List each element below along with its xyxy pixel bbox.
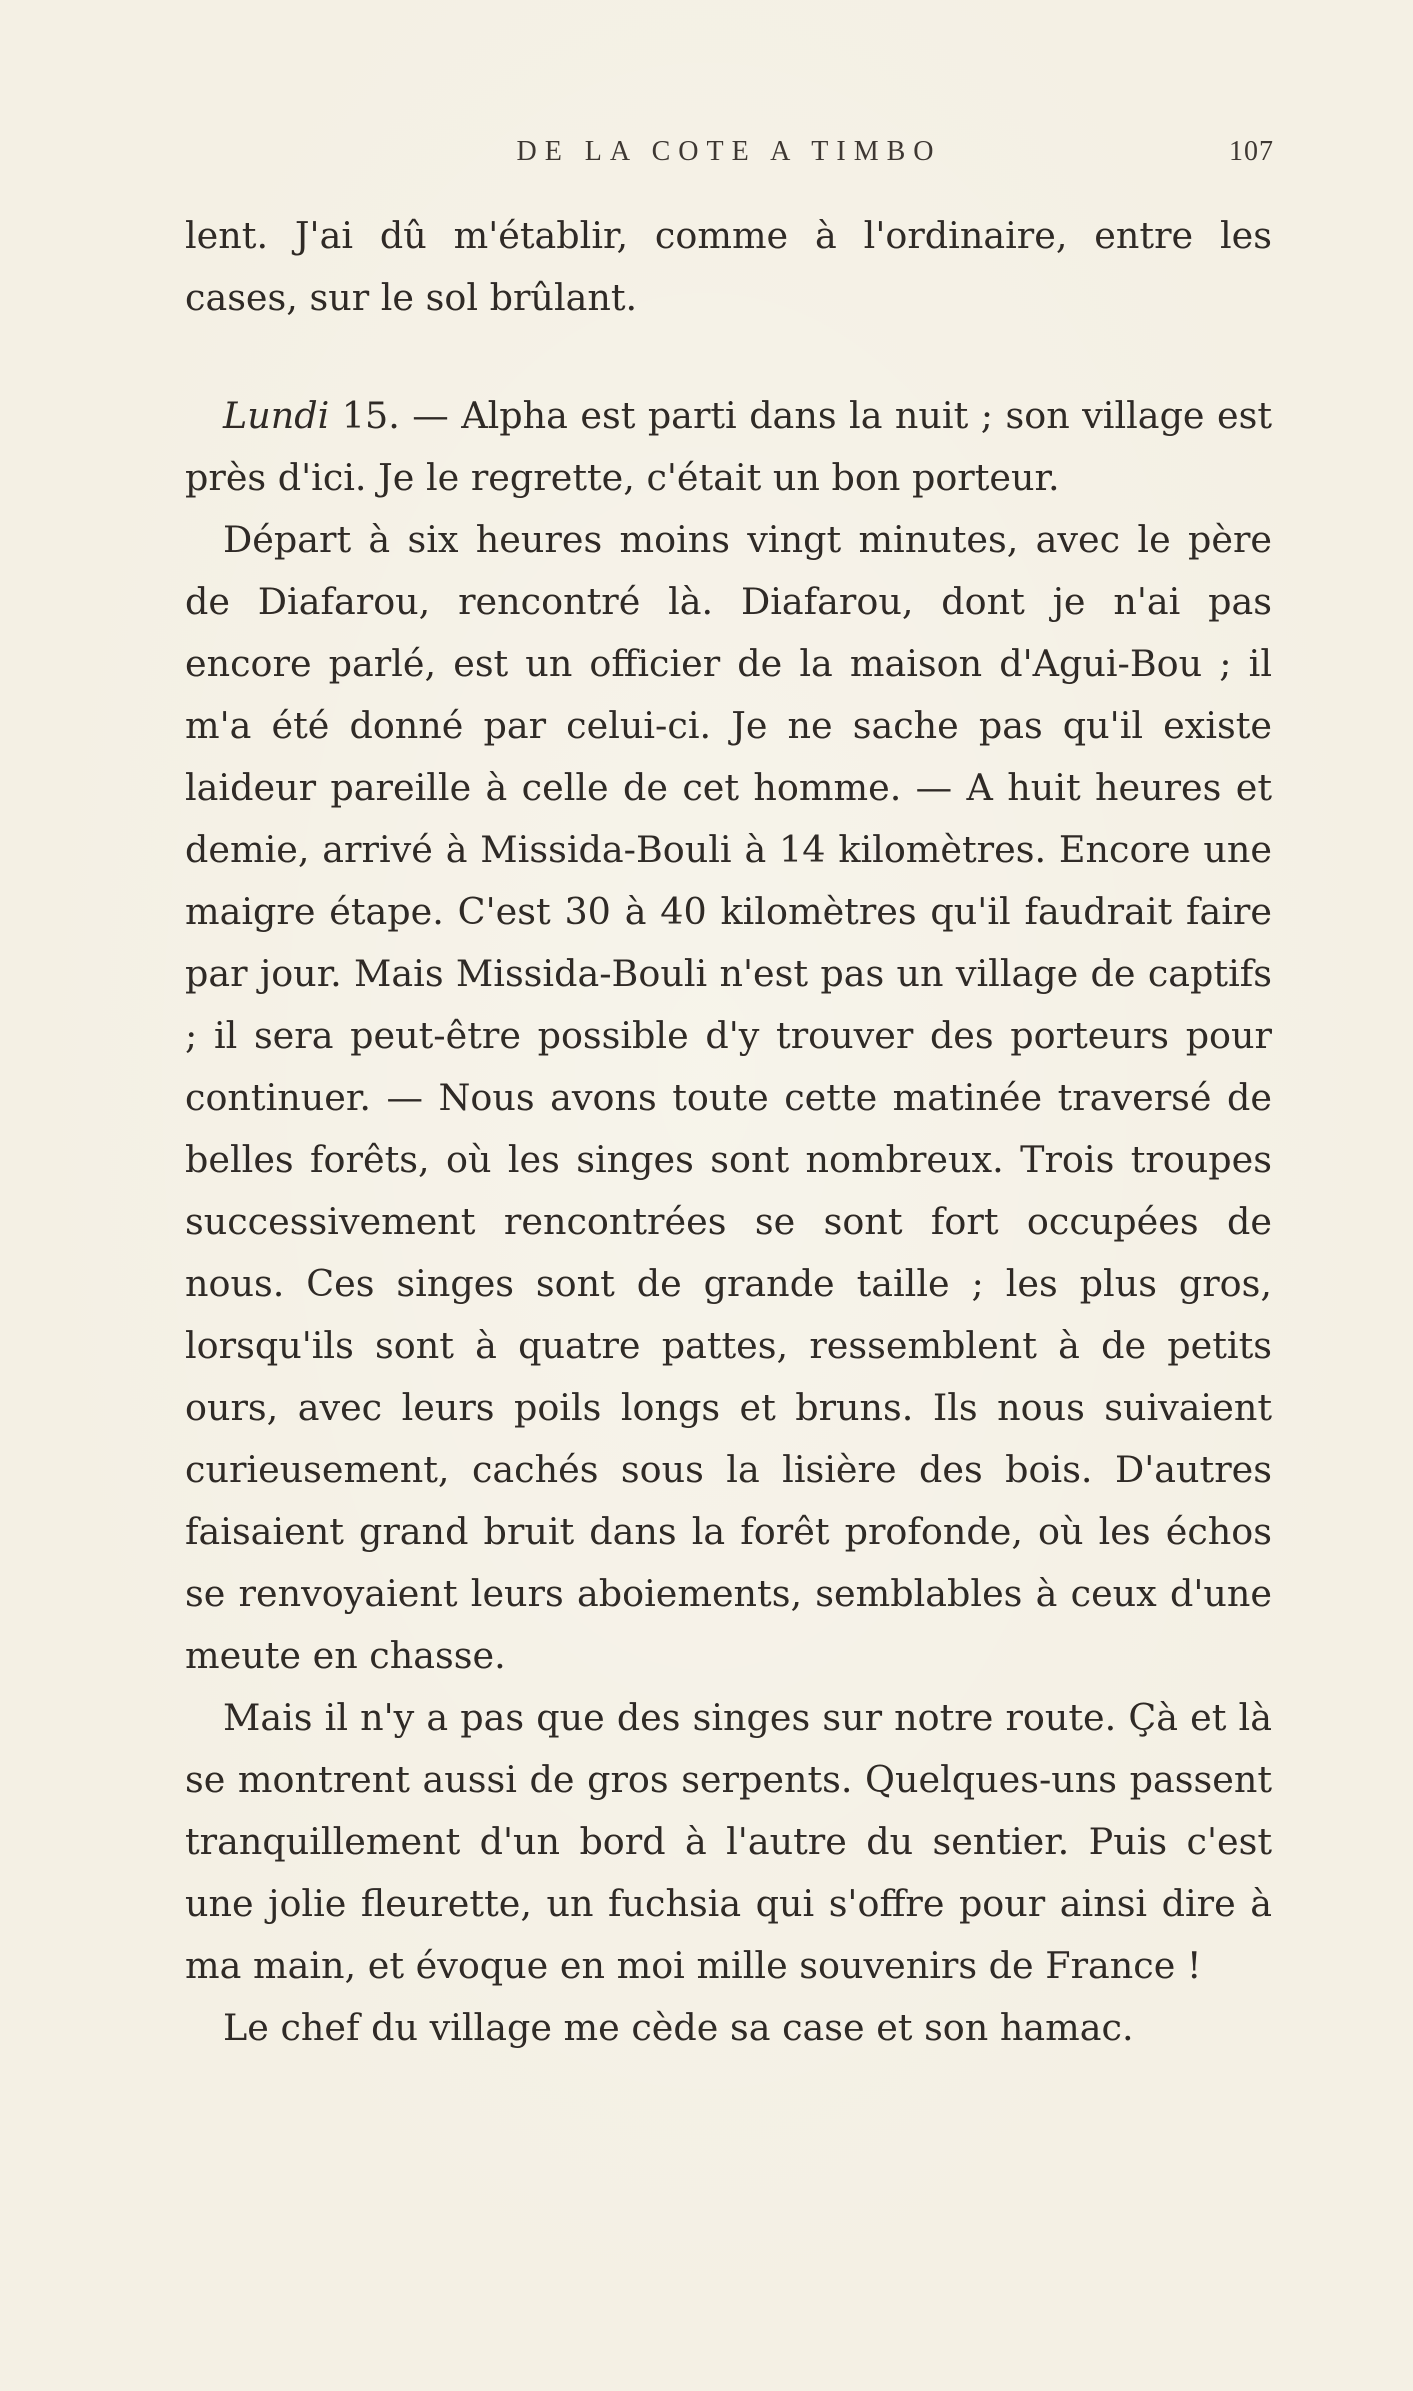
paragraph-monday-text: 15. — Alpha est parti dans la nuit ; son village est près d'ici. Je le regrette, c'était un bon porteur. (185, 394, 1272, 499)
paragraph-monday-entry (185, 385, 1272, 509)
day-label: Lundi (223, 394, 330, 437)
body-text (185, 205, 1272, 2059)
paragraph-continuation: lent. J'ai dû m'établir, comme à l'ordinaire, entre les cases, sur le sol brûlant. (185, 214, 1272, 319)
paragraph-village-chief: Le chef du village me cède sa case et son hamac. (223, 2006, 1134, 2049)
running-head (184, 136, 1274, 176)
paragraph-route: Mais il n'y a pas que des singes sur notre route. Çà et là se montrent aussi de gros serpents. Quelques-uns passent tranquillement d'un bord à l'autre du sentier. Puis c'est une jolie fleurette, un fuchsia qui s'offre pour ainsi dire à ma main, et évoque en moi mille souvenirs de France ! (185, 1696, 1272, 1987)
paragraph-departure: Départ à six heures moins vingt minutes, avec le père de Diafarou, rencontré là. Diafarou, dont je n'ai pas encore parlé, est un officier de la maison d'Agui-Bou ; il m'a été donné par celui-ci. Je ne sache pas qu'il existe laideur pareille à celle de cet homme. — A huit heures et demie, arrivé à Missida-Bouli à 14 kilomètres. Encore une maigre étape. C'est 30 à 40 kilomètres qu'il faudrait faire par jour. Mais Missida-Bouli n'est pas un village de captifs ; il sera peut-être possible d'y trouver des porteurs pour continuer. — Nous avons toute cette matinée traversé de belles forêts, où les singes sont nombreux. Trois troupes successivement rencontrées se sont fort occupées de nous. Ces singes sont de grande taille ; les plus gros, lorsqu'ils sont à quatre pattes, ressemblent à de petits ours, avec leurs poils longs et bruns. Ils nous suivaient curieusement, cachés sous la lisière des bois. D'autres faisaient grand bruit dans la forêt profonde, où les échos se renvoyaient leurs aboiements, semblables à ceux d'une meute en chasse. (185, 518, 1272, 1677)
running-title: DE LA COTE A TIMBO (516, 136, 942, 167)
page-number: 107 (1229, 136, 1274, 167)
